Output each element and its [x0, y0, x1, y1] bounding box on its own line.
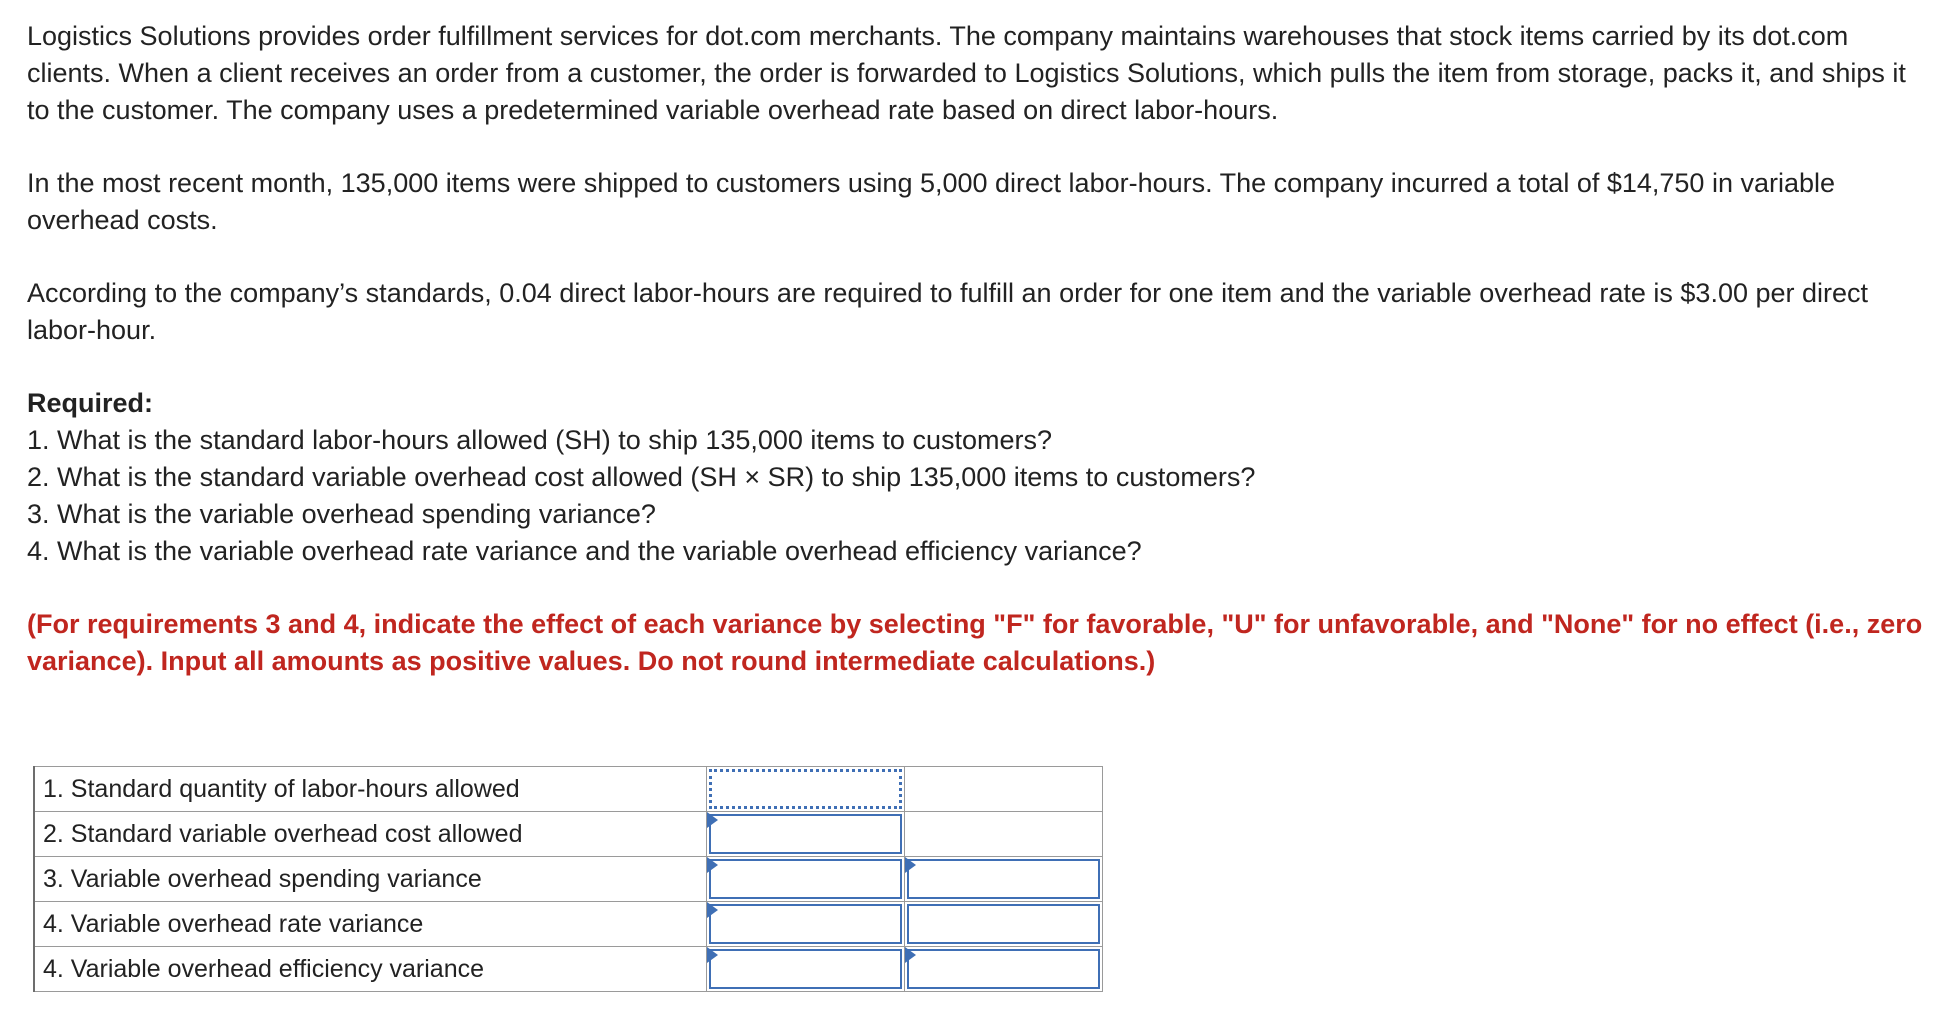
dropdown-marker-icon [707, 857, 718, 873]
required-item-4: 4. What is the variable overhead rate variance and the variable overhead efficiency variance? [27, 536, 1142, 566]
effect-cell [904, 947, 1102, 992]
dropdown-marker-icon [905, 947, 916, 963]
rate-variance-input[interactable] [709, 904, 902, 944]
table-row [34, 902, 1102, 947]
instruction-text: (For requirements 3 and 4, indicate the effect of each variance by selecting "F" for favorable, "U" for unfavorable, and "None" for no effect (i.e., zero variance). Input all amounts as positive values. Do not round intermediate calculations.) [27, 609, 1923, 676]
dropdown-marker-icon [707, 812, 718, 828]
required-item-2: 2. What is the standard variable overhead cost allowed (SH × SR) to ship 135,000 items to customers? [27, 462, 1256, 492]
row-label: 4. Variable overhead efficiency variance [34, 947, 706, 992]
required-list [27, 422, 1927, 570]
row-label: 2. Standard variable overhead cost allowed [34, 812, 706, 857]
dropdown-marker-icon [905, 857, 916, 873]
spending-variance-effect-select[interactable] [907, 859, 1100, 899]
required-heading: Required: [27, 388, 154, 418]
spending-variance-input[interactable] [709, 859, 902, 899]
amount-cell [706, 857, 904, 902]
dropdown-marker-icon [707, 947, 718, 963]
required-item-3: 3. What is the variable overhead spending variance? [27, 499, 656, 529]
standard-hours-input[interactable] [709, 769, 902, 809]
row-label: 1. Standard quantity of labor-hours allowed [34, 767, 706, 812]
amount-cell [706, 812, 904, 857]
row-label: 3. Variable overhead spending variance [34, 857, 706, 902]
efficiency-variance-input[interactable] [709, 949, 902, 989]
empty-cell [904, 767, 1102, 812]
efficiency-variance-effect-select[interactable] [907, 949, 1100, 989]
dropdown-marker-icon [707, 902, 718, 918]
amount-cell [706, 767, 904, 812]
amount-cell [706, 947, 904, 992]
effect-cell [904, 902, 1102, 947]
row-label: 4. Variable overhead rate variance [34, 902, 706, 947]
rate-variance-effect-select[interactable] [907, 904, 1100, 944]
problem-content [27, 18, 1927, 680]
table-row [34, 812, 1102, 857]
standard-cost-input[interactable] [709, 814, 902, 854]
empty-cell [904, 812, 1102, 857]
table-row [34, 857, 1102, 902]
problem-paragraph-3: According to the company’s standards, 0.04 direct labor-hours are required to fulfill an order for one item and the variable overhead rate is $3.00 per direct labor-hour. [27, 278, 1869, 345]
table-row [34, 767, 1102, 812]
effect-cell [904, 857, 1102, 902]
required-item-1: 1. What is the standard labor-hours allowed (SH) to ship 135,000 items to customers? [27, 425, 1052, 455]
answer-table [33, 766, 1103, 992]
problem-paragraph-1: Logistics Solutions provides order fulfillment services for dot.com merchants. The company maintains warehouses that stock items carried by its dot.com clients. When a client receives an order from a customer, the order is forwarded to Logistics Solutions, which pulls the item from storage, packs it, and ships it to the customer. The company uses a predetermined variable overhead rate based on direct labor-hours. [27, 21, 1906, 125]
amount-cell [706, 902, 904, 947]
table-row [34, 947, 1102, 992]
problem-paragraph-2: In the most recent month, 135,000 items were shipped to customers using 5,000 direct labor-hours. The company incurred a total of $14,750 in variable overhead costs. [27, 168, 1836, 235]
